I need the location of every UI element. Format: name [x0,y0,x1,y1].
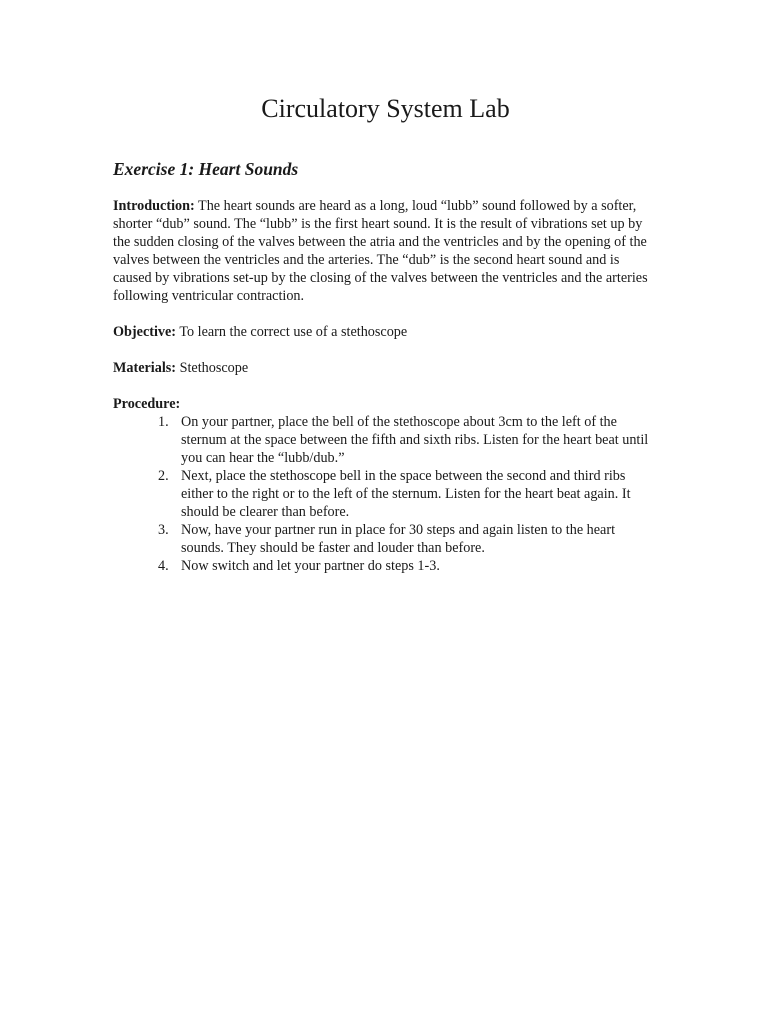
procedure-step [158,521,658,557]
materials-paragraph [113,359,658,377]
exercise-heading: Exercise 1: Heart Sounds [113,159,299,179]
procedure-heading [113,395,658,413]
step-text: Now, have your partner run in place for 30 steps and again listen to the heart sounds. They should be faster and louder than before. [181,522,616,556]
procedure-step [158,557,658,575]
materials-text: Stethoscope [176,360,249,376]
step-text: Now switch and let your partner do steps 1-3. [181,558,440,574]
procedure-label: Procedure: [113,396,181,412]
procedure-step [158,413,658,467]
step-number: 2. [158,468,169,484]
objective-paragraph [113,323,658,341]
introduction-label: Introduction: [113,198,195,214]
step-text: On your partner, place the bell of the stethoscope about 3cm to the left of the sternum at the space between the fifth and sixth ribs. Listen for the heart beat until you can hear the “lubb/dub.” [181,414,649,466]
step-number: 3. [158,522,169,538]
materials-label: Materials: [113,360,177,376]
step-number: 4. [158,558,169,574]
step-number: 1. [158,414,169,430]
procedure-steps-list [158,413,658,575]
step-text: Next, place the stethoscope bell in the space between the second and third ribs either to the right or to the left of the sternum. Listen for the heart beat again. It should be clearer than before. [181,468,631,520]
introduction-text: The heart sounds are heard as a long, loud “lubb” sound followed by a softer, shorter “dub” sound. The “lubb” is the first heart sound. It is the result of vibrations set up by the sudden closing of the valves between the atria and the ventricles and by the opening of the valves between the ventricles and the arteries. The “dub” is the second heart sound and is caused by vibrations set-up by the closing of the valves between the ventricles and the arteries following ventricular contraction. [113,198,648,304]
procedure-step [158,467,658,521]
objective-label: Objective: [113,324,177,340]
document-title: Circulatory System Lab [261,94,510,123]
introduction-paragraph [113,197,658,305]
objective-text: To learn the correct use of a stethoscope [176,324,408,340]
